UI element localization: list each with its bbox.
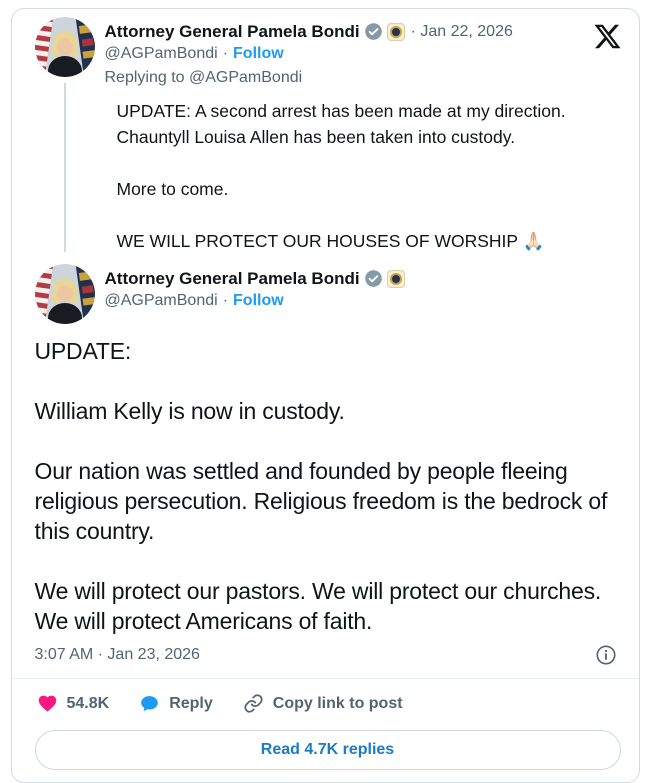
timestamp-row [35, 644, 621, 666]
main-tweet-author-block [105, 264, 621, 324]
parent-handle-row [105, 43, 621, 65]
speech-bubble-icon [139, 693, 160, 714]
like-count: 54.8K [66, 694, 110, 712]
tweet-paragraph: Our nation was settled and founded by people fleeing religious persecution. Religious freedom is the bedrock of this country. [34, 458, 608, 544]
like-button[interactable] [37, 693, 110, 714]
doj-affiliate-badge-icon [387, 270, 405, 288]
main-handle-row [105, 290, 621, 312]
copy-link-label: Copy link to post [272, 694, 403, 712]
avatar[interactable] [35, 264, 95, 324]
avatar[interactable] [35, 17, 95, 77]
read-replies-button[interactable]: Read 4.7K replies [35, 730, 621, 770]
author-handle[interactable]: @AGPamBondi [104, 292, 218, 309]
reply-label: Reply [169, 694, 213, 712]
doj-affiliate-badge-icon [387, 23, 405, 41]
link-icon [243, 693, 264, 714]
tweet-paragraph: William Kelly is now in custody. [34, 398, 345, 424]
parent-tweet [35, 17, 621, 258]
info-icon[interactable] [595, 644, 617, 666]
verified-badge-icon [364, 269, 383, 288]
follow-link[interactable]: Follow [233, 45, 284, 62]
parent-tweet-date[interactable]: · Jan 22, 2026 [410, 23, 513, 40]
main-author-row [105, 268, 621, 289]
parent-tweet-text [117, 98, 621, 254]
x-logo-icon[interactable] [593, 22, 622, 51]
parent-tweet-body [105, 17, 621, 258]
main-tweet-text [35, 336, 621, 636]
follow-link[interactable]: Follow [233, 292, 284, 309]
verified-badge-icon [364, 22, 383, 41]
heart-icon [37, 693, 58, 714]
thread-connector-line [64, 83, 66, 252]
parent-left-column [35, 17, 95, 258]
tweet-paragraph: UPDATE: A second arrest has been made at my direction. Chauntyll Louisa Allen has been taken into custody. [116, 101, 566, 147]
timestamp[interactable]: 3:07 AM · Jan 23, 2026 [34, 646, 200, 663]
author-name[interactable]: Attorney General Pamela Bondi [104, 269, 360, 288]
replying-to-label[interactable]: Replying to @AGPamBondi [104, 69, 303, 86]
main-tweet-header [35, 264, 621, 324]
tweet-paragraph: We will protect our pastors. We will protect our churches. We will protect Americans of faith. [34, 578, 602, 634]
copy-link-button[interactable] [243, 693, 403, 714]
separator-dot: · [222, 292, 229, 309]
tweet-paragraph: More to come. [116, 179, 229, 199]
action-bar [35, 679, 621, 716]
parent-author-row [105, 21, 621, 42]
embedded-tweet-card [11, 8, 640, 783]
author-handle[interactable]: @AGPamBondi [104, 45, 218, 62]
author-name[interactable]: Attorney General Pamela Bondi [104, 22, 360, 41]
separator-dot: · [222, 45, 229, 62]
reply-button[interactable] [139, 693, 213, 714]
tweet-paragraph: UPDATE: [34, 338, 132, 364]
tweet-paragraph: WE WILL PROTECT OUR HOUSES OF WORSHIP 🙏🏻 [116, 231, 545, 251]
